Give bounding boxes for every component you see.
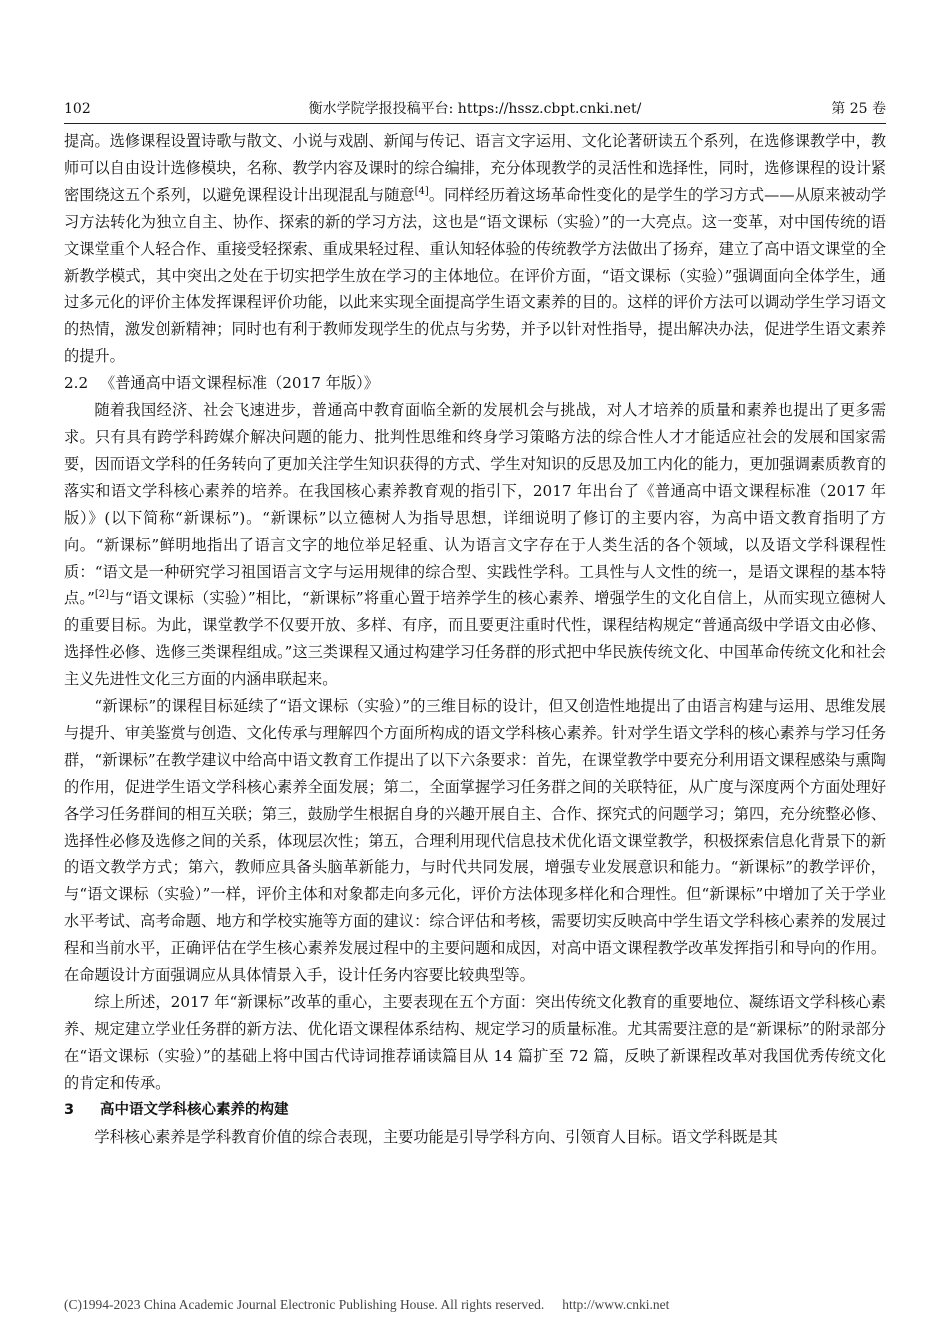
journal-submission-site: 衡水学院学报投稿平台: https://hssz.cbpt.cnki.net/	[308, 101, 642, 117]
volume-label: 第 25 卷	[831, 101, 886, 117]
section-heading-3: 3 高中语文学科核心素养的构建	[64, 1101, 289, 1118]
running-header	[64, 98, 886, 120]
paragraph: 学科核心素养是学科教育价值的综合表现，主要功能是引导学科方向、引领育人目标。语文学科既是其	[94, 1127, 778, 1146]
subsection-heading-2-2: 2.2 《普通高中语文课程标准（2017 年版）》	[64, 374, 379, 393]
citation-ref[interactable]: [2]	[94, 589, 110, 601]
page-number: 102	[64, 101, 91, 117]
citation-ref[interactable]: [4]	[414, 185, 429, 197]
paragraph: 随着我国经济、社会飞速进步，普通高中教育面临全新的发展机会与挑战，对人才培养的质量和素养也提出了更多需求。只有具有跨学科跨媒介解决问题的能力、批判性思维和终身学习策略方法的综合性人才才能适应社会的发展和国家需要，因而语文学科的任务转向了更加关注学生知识获得的方式、学生对知识的反思及加工内化的能力，更加强调素质教育的落实和语文学科核心素养的培养。在我国核心素养教育观的指引下，2017 年出台了《普通高中语文课程标准（2017 年版）》(以下简称“新课标”)。“新课标”以立德树人为指导思想，详细说明了修订的主要内容，为高中语文教育指明了方向。“新课标”鲜明地指出了语言文字的地位举足轻重、认为语言文字存在于人类生活的各个领域，以及语文学科课程性质：“语文是一种研究学习祖国语言文字与运用规律的综合型、实践性学科。工具性与人文性的统一，是语文课程的基本特点。”[2]与“语文课标（实验）”相比，“新课标”将重心置于培养学生的核心素养、增强学生的文化自信上，从而实现立德树人的重要目标。为此，课堂教学不仅要开放、多样、有序，而且要更注重时代性，课程结构规定“普通高级中学语文由必修、选择性必修、选修三类课程组成。”这三类课程又通过构建学习任务群的形式把中华民族传统文化、中国革命传统文化和社会主义先进性文化三方面的内涵串联起来。	[64, 401, 886, 689]
header-rule	[64, 123, 886, 124]
copyright-footer	[64, 1297, 669, 1313]
paragraph: 提高。选修课程设置诗歌与散文、小说与戏剧、新闻与传记、语言文字运用、文化论著研读五个系列，在选修课教学中，教师可以自由设计选修模块，名称、教学内容及课时的综合编排，充分体现教学的灵活性和选择性，同时，选修课程的设计紧密围绕这五个系列，以避免课程设计出现混乱与随意[4]。同样经历着这场革命性变化的是学生的学习方式——从原来被动学习方法转化为独立自主、协作、探索的新的学习方法，这也是“语文课标（实验）”的一大亮点。这一变革，对中国传统的语文课堂重个人轻合作、重接受轻探索、重成果轻过程、重认知轻体验的传统教学方法做出了扬弃，建立了高中语文课堂的全新教学模式，其中突出之处在于切实把学生放在学习的主体地位。在评价方面，“语文课标（实验）”强调面向全体学生，通过多元化的评价主体发挥课程评价功能，以此来实现全面提高学生语文素养的目的。这样的评价方法可以调动学生学习语文的热情，激发创新精神；同时也有利于教师发现学生的优点与劣势，并予以针对性指导，提出解决办法，促进学生语文素养的提升。	[64, 132, 887, 366]
paragraph: 综上所述，2017 年“新课标”改革的重心，主要表现在五个方面：突出传统文化教育的重要地位、凝练语文学科核心素养、规定建立学业任务群的新方法、优化语文课程体系结构、规定学习的质量标准。尤其需要注意的是“新课标”的附录部分在“语文课标（实验）”的基础上将中国古代诗词推荐诵读篇目从 14 篇扩至 72 篇，反映了新课程改革对我国优秀传统文化的肯定和传承。	[64, 993, 886, 1092]
copyright-text: (C)1994-2023 China Academic Journal Electronic Publishing House. All rights reserved.	[64, 1297, 545, 1312]
cnki-link[interactable]: http://www.cnki.net	[562, 1297, 670, 1312]
article-body	[64, 128, 886, 1150]
paragraph: “新课标”的课程目标延续了“语文课标（实验）”的三维目标的设计，但又创造性地提出了由语言构建与运用、思维发展与提升、审美鉴赏与创造、文化传承与理解四个方面所构成的语文学科核心素养。针对学生语文学科的核心素养与学习任务群，“新课标”在教学建议中给高中语文教育工作提出了以下六条要求：首先，在课堂教学中要充分利用语文课程感染与熏陶的作用，促进学生语文学科核心素养全面发展；第二，全面掌握学习任务群之间的关联特征，从广度与深度两个方面处理好各学习任务群间的相互关联；第三，鼓励学生根据自身的兴趣开展自主、合作、探究式的问题学习；第四，充分统整必修、选择性必修及选修之间的关系，体现层次性；第五，合理利用现代信息技术优化语文课堂教学，积极探索信息化背景下的新的语文教学方式；第六，教师应具备头脑革新能力，与时代共同发展，增强专业发展意识和能力。“新课标”的教学评价，与“语文课标（实验）”一样，评价主体和对象都走向多元化，评价方法体现多样化和合理性。但“新课标”中增加了关于学业水平考试、高考命题、地方和学校实施等方面的建议：综合评估和考核，需要切实反映高中学生语文学科核心素养的发展过程和当前水平，正确评估在学生核心素养发展过程中的主要问题和成因，对高中语文课程教学改革发挥指引和导向的作用。在命题设计方面强调应从具体情景入手，设计任务内容要比较典型等。	[64, 697, 886, 985]
